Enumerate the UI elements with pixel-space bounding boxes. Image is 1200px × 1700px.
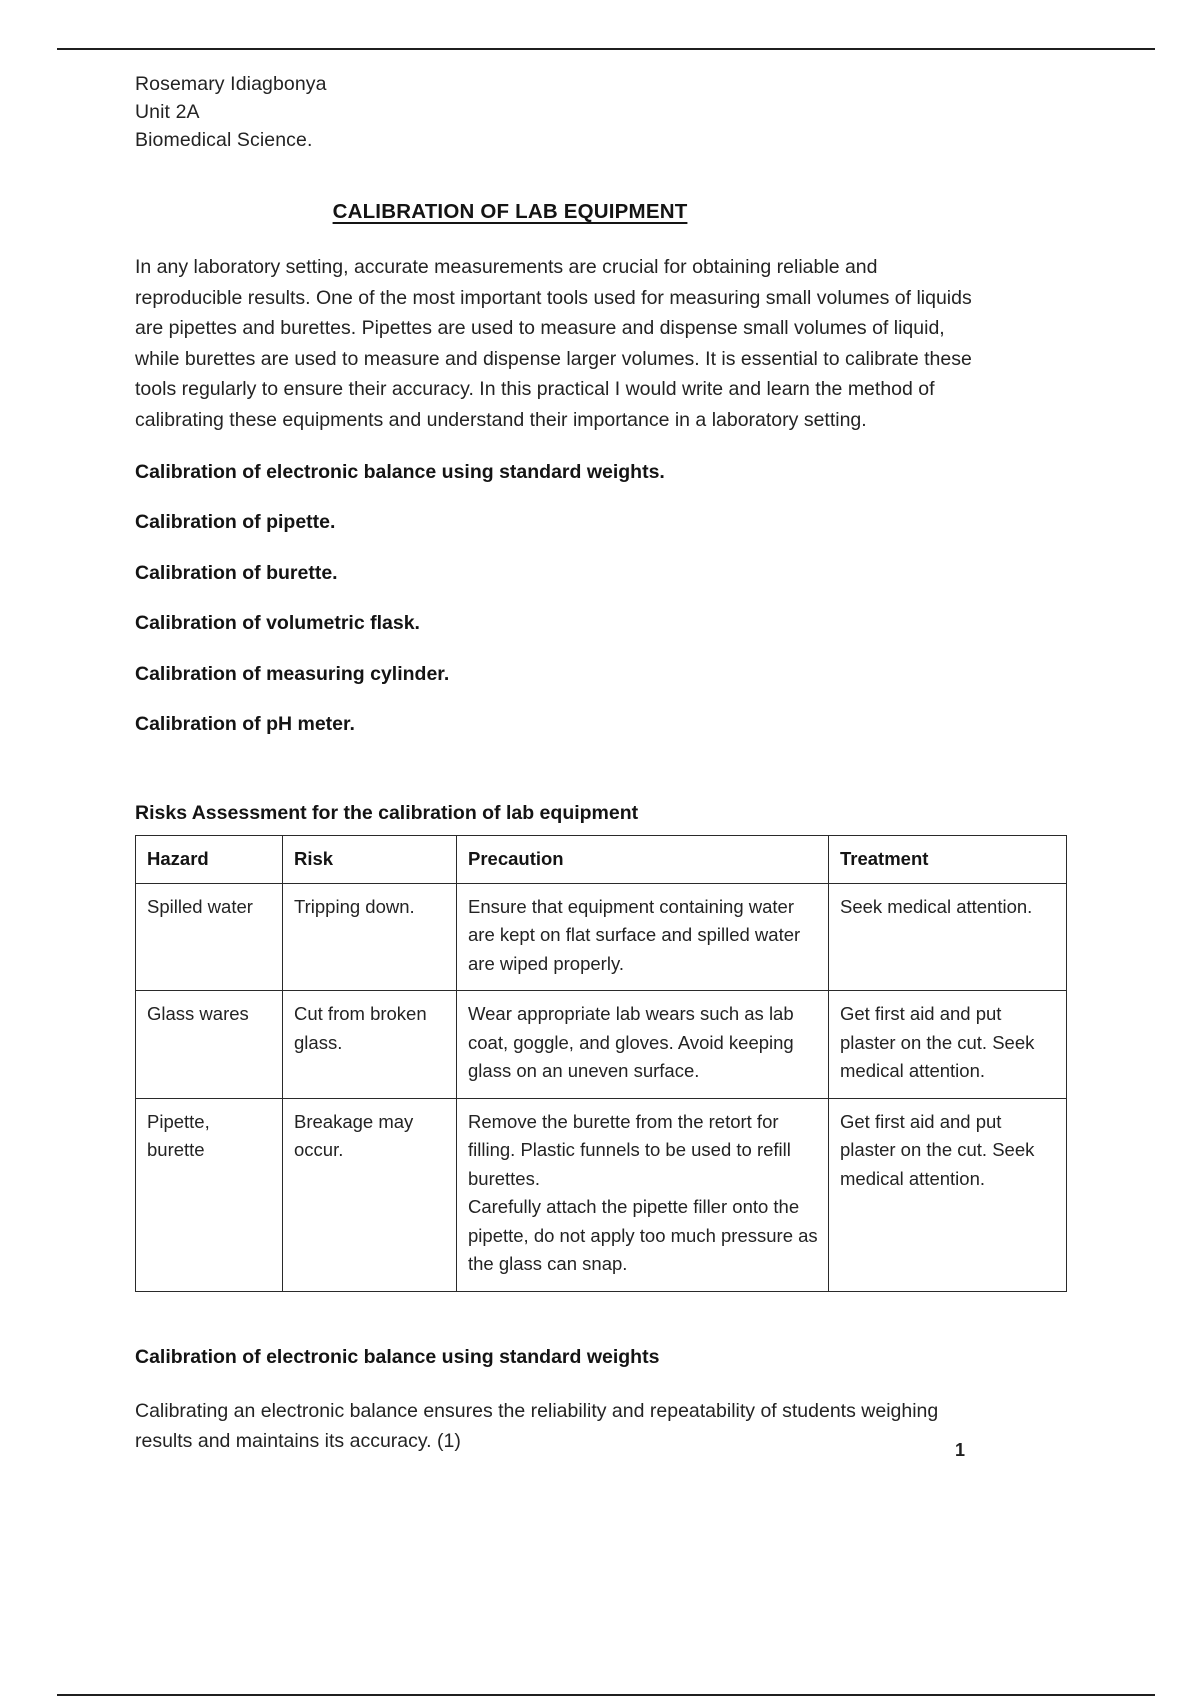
- page-number: 1: [955, 1440, 966, 1460]
- calibration-list-item: Calibration of electronic balance using standard weights.: [135, 460, 665, 483]
- column-header-risk: Risk: [283, 836, 457, 884]
- table-row: [136, 883, 1067, 991]
- risk-assessment-heading: Risks Assessment for the calibration of lab equipment: [135, 802, 639, 824]
- calibration-list-item: Calibration of volumetric flask.: [135, 612, 420, 634]
- cell-treatment: Seek medical attention.: [829, 883, 1067, 991]
- cell-precaution: Ensure that equipment containing water are kept on flat surface and spilled water are wiped properly.: [457, 883, 829, 991]
- cell-precaution: [457, 1098, 829, 1291]
- table-row: [136, 1098, 1067, 1291]
- calibration-list-item: Calibration of pH meter.: [135, 713, 355, 735]
- column-header-precaution: Precaution: [457, 836, 829, 884]
- course-label: Biomedical Science.: [135, 129, 313, 151]
- calibration-list: [135, 458, 1015, 739]
- intro-paragraph: In any laboratory setting, accurate measurements are crucial for obtaining reliable and reproducible results. One of the most important tools used for measuring small volumes of liquids are pipettes and burettes. Pipettes are used to measure and dispense small volumes of liquid, while burettes are used to measure and dispense larger volumes. It is essential to calibrate these tools regularly to ensure their accuracy. In this practical I would write and learn the method of calibrating these equipments and understand their importance in a laboratory setting.: [135, 256, 972, 431]
- cell-hazard: Spilled water: [136, 883, 283, 991]
- page-content: [135, 70, 1035, 1457]
- cell-hazard: Glass wares: [136, 991, 283, 1099]
- cell-precaution-line-2: Carefully attach the pipette filler onto the pipette, do not apply too much pressure as the glass can snap.: [468, 1196, 818, 1274]
- calibration-list-item: Calibration of pipette.: [135, 511, 336, 533]
- cell-treatment: Get first aid and put plaster on the cut. Seek medical attention.: [829, 991, 1067, 1099]
- cell-risk: Breakage may occur.: [283, 1098, 457, 1291]
- page-bottom-rule: [57, 1694, 1155, 1696]
- risk-assessment-table: [135, 835, 1067, 1292]
- table-header-row: [136, 836, 1067, 884]
- cell-risk: Tripping down.: [283, 883, 457, 991]
- cell-precaution-line-1: Remove the burette from the retort for filling. Plastic funnels to be used to refill burettes.: [468, 1110, 791, 1189]
- table-row: [136, 991, 1067, 1099]
- cell-risk: Cut from broken glass.: [283, 991, 457, 1099]
- cell-treatment: Get first aid and put plaster on the cut. Seek medical attention.: [829, 1098, 1067, 1291]
- unit-label: Unit 2A: [135, 101, 200, 123]
- column-header-hazard: Hazard: [136, 836, 283, 884]
- cell-hazard: Pipette, burette: [136, 1098, 283, 1291]
- calibration-list-item: Calibration of measuring cylinder.: [135, 662, 450, 685]
- student-header-block: [135, 70, 1015, 154]
- student-name: Rosemary Idiagbonya: [135, 73, 327, 95]
- column-header-treatment: Treatment: [829, 836, 1067, 884]
- cell-precaution: Wear appropriate lab wears such as lab coat, goggle, and gloves. Avoid keeping glass on an uneven surface.: [457, 991, 829, 1099]
- calibration-list-item: Calibration of burette.: [135, 561, 338, 584]
- page-title: CALIBRATION OF LAB EQUIPMENT: [332, 200, 688, 223]
- balance-calibration-heading: Calibration of electronic balance using standard weights: [135, 1345, 660, 1368]
- page-top-rule: [57, 48, 1155, 50]
- balance-calibration-paragraph: Calibrating an electronic balance ensures the reliability and repeatability of students weighing results and maintains its accuracy. (1): [135, 1399, 939, 1452]
